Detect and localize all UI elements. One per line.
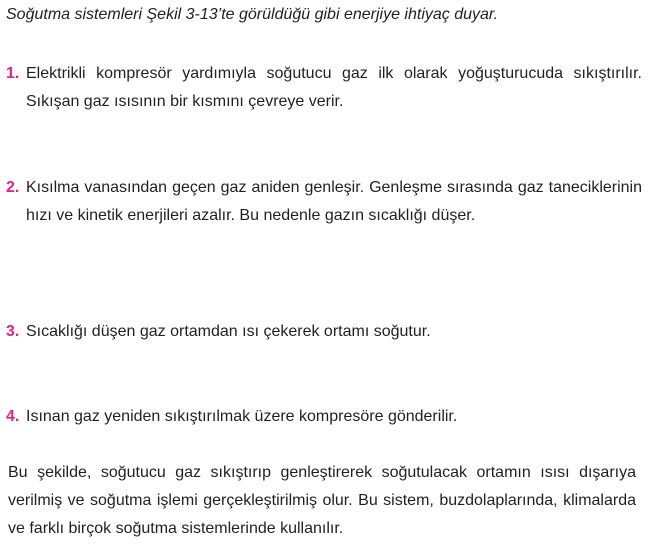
step-number: 2. — [6, 179, 20, 196]
intro-sentence: Soğutma sistemleri Şekil 3-13’te görüldüğü gibi enerjiye ihtiyaç duyar. — [6, 6, 499, 23]
step-number: 1. — [6, 65, 20, 82]
step-text: Sıcaklığı düşen gaz ortamdan ısı çekerek ortamı soğutur. — [26, 323, 431, 340]
step-item — [6, 403, 642, 431]
step-text: Elektrikli kompresör yardımıyla soğutucu gaz ilk olarak yoğuşturucuda sıkıştırılır. Sıkışan gaz ısısının bir kısmını çevreye verir. — [26, 65, 642, 110]
step-text: Isınan gaz yeniden sıkıştırılmak üzere kompresöre gönderilir. — [26, 408, 458, 425]
step-item — [6, 174, 642, 230]
step-item — [6, 60, 642, 116]
summary-paragraph: Bu şekilde, soğutucu gaz sıkıştırıp genleştirerek soğutulacak ortamın ısısı dışarıya verilmiş ve soğutma işlemi gerçekleştirilmiş olur. Bu sistem, buzdolaplarında, klimalarda ve farklı birçok soğutma sistemlerinde kullanılır. — [8, 464, 636, 537]
step-item — [6, 318, 642, 346]
step-text: Kısılma vanasından geçen gaz aniden genleşir. Genleşme sırasında gaz taneciklerinin hızı ve kinetik enerjileri azalır. Bu nedenle gazın sıcaklığı düşer. — [26, 179, 642, 224]
step-number: 3. — [6, 323, 20, 340]
step-number: 4. — [6, 408, 20, 425]
